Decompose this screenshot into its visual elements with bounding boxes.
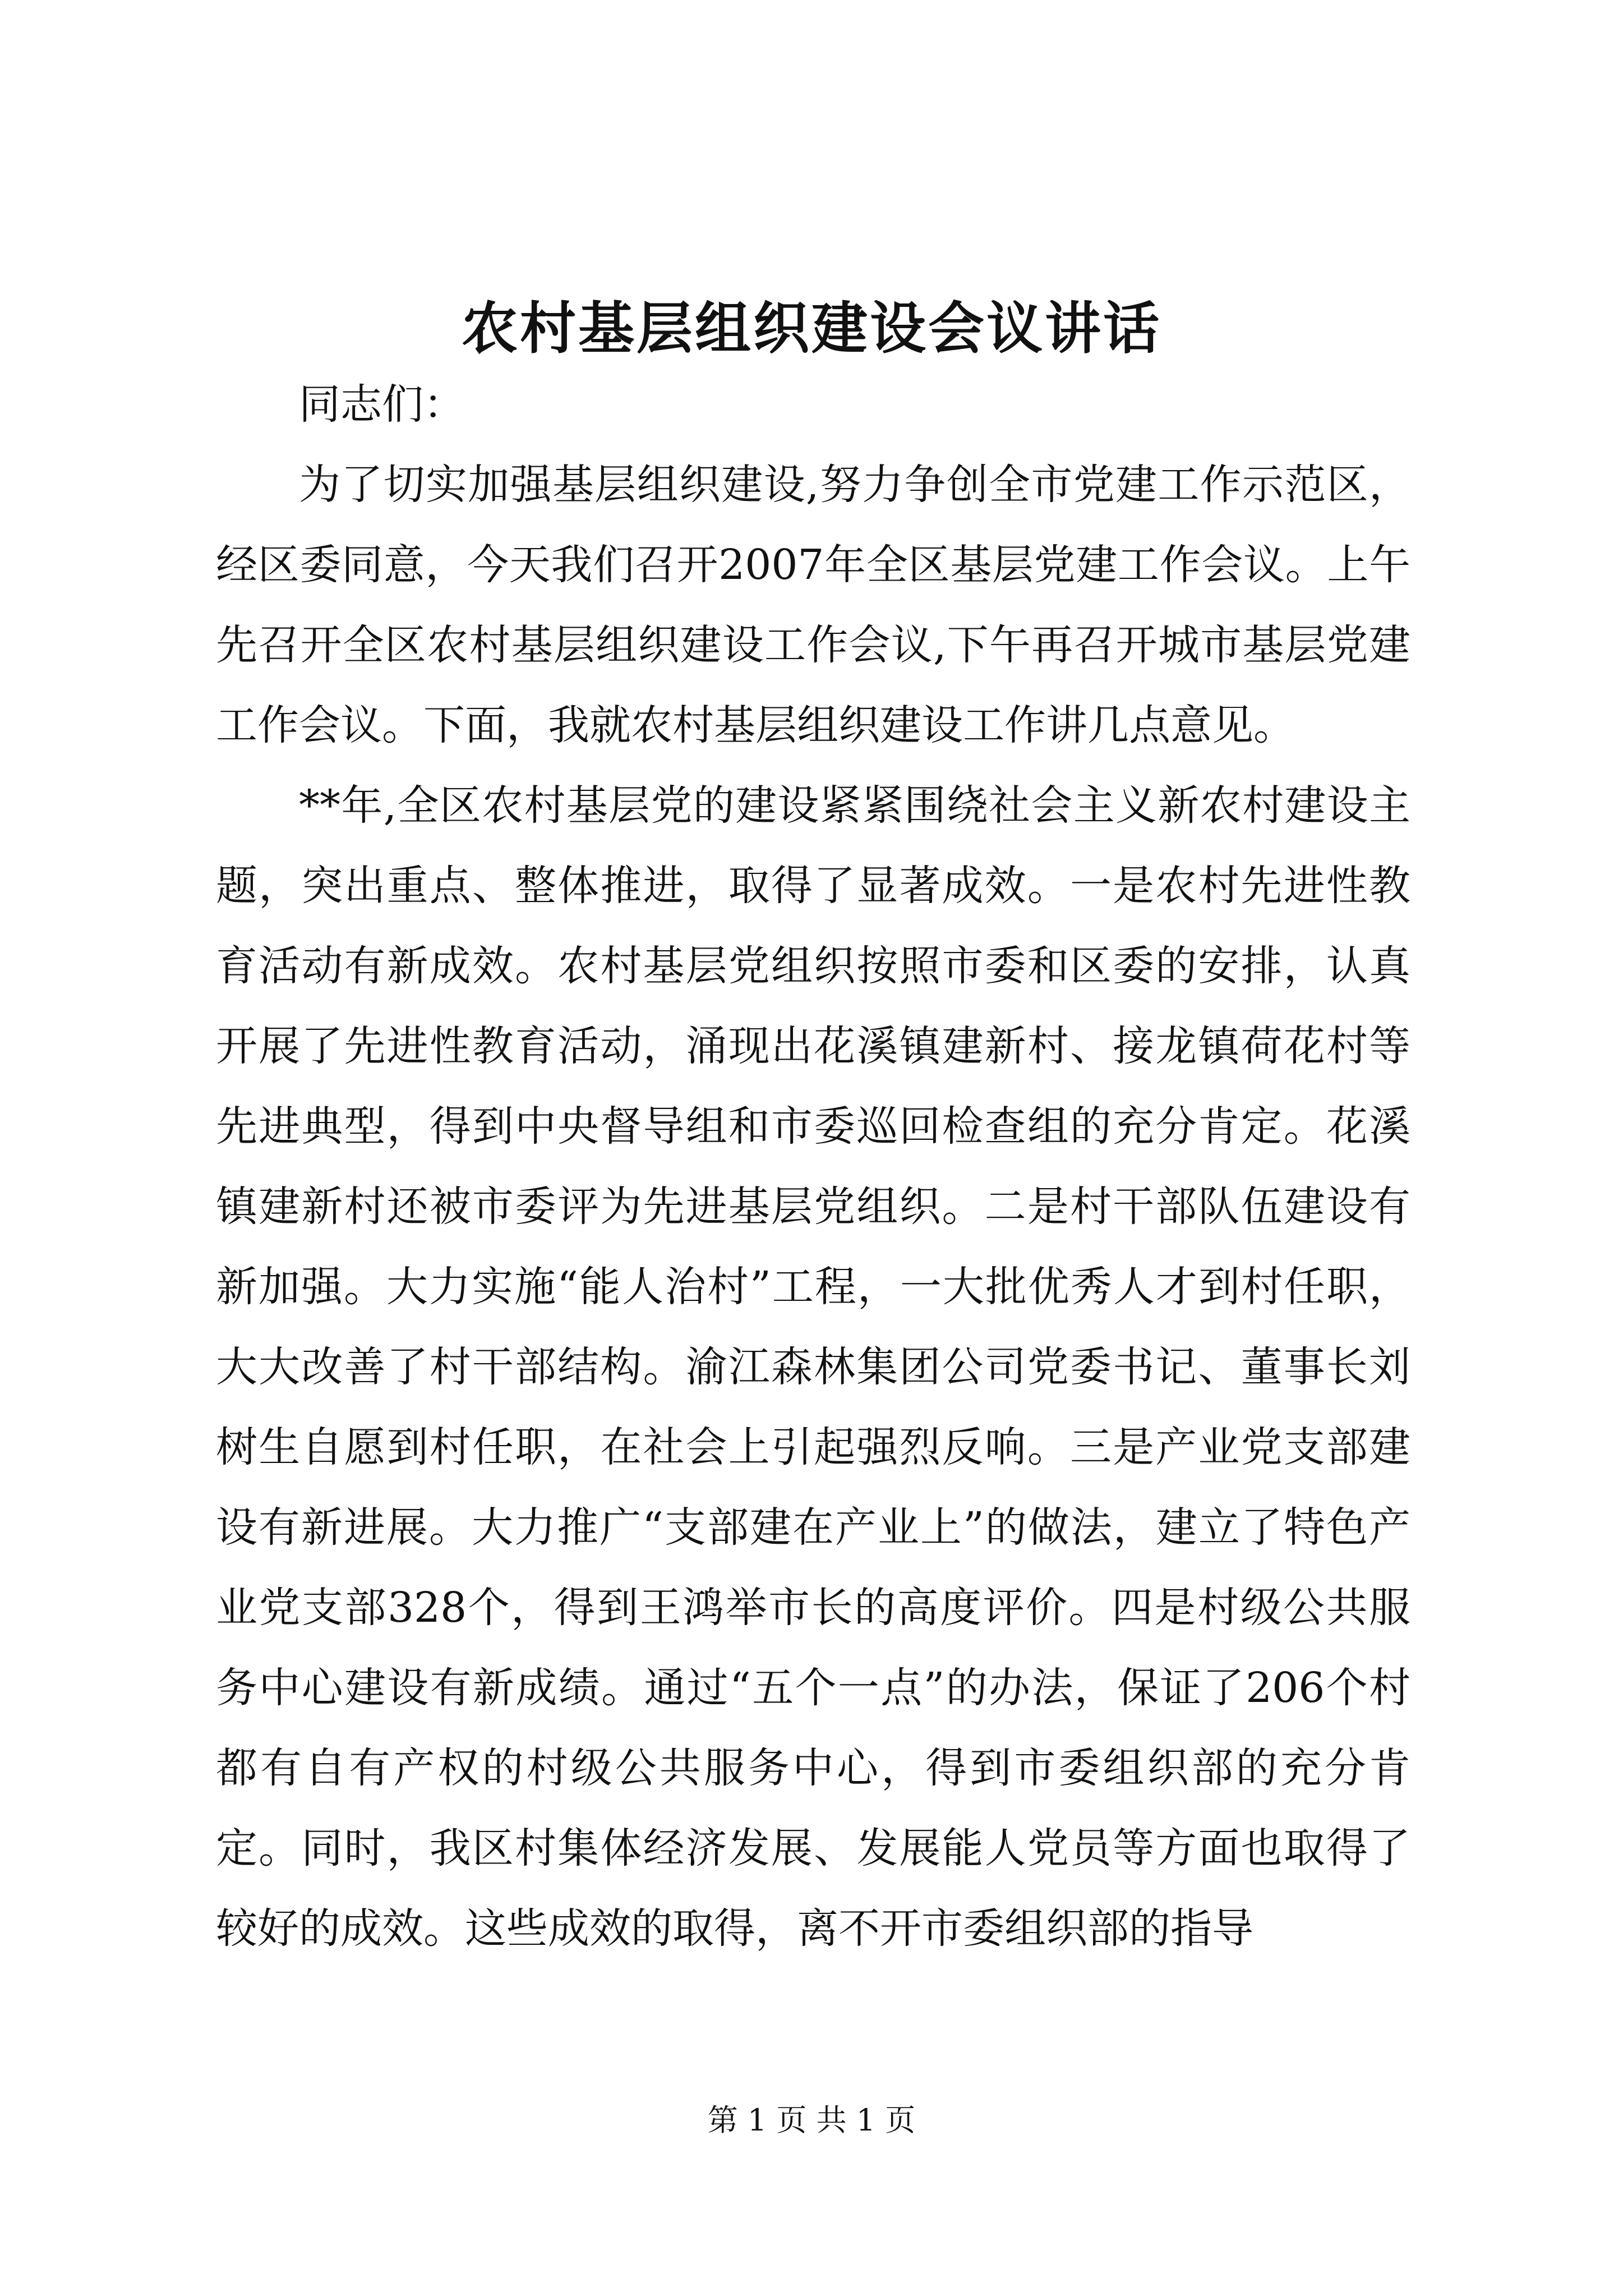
salutation: 同志们： xyxy=(299,380,465,429)
document-body xyxy=(216,365,1410,1969)
page-footer: 第 1 页 共 1 页 xyxy=(707,2102,916,2138)
document-title: 农村基层组织建设会议讲话 xyxy=(462,295,1161,361)
paragraph-1: 为了切实加强基层组织建设,努力争创全市党建工作示范区，经区委同意，今天我们召开2007年全区基层党建工作会议。上午先召开全区农村基层组织建设工作会议,下午再召开城市基层党建工作会议。下面，我就农村基层组织建设工作讲几点意见。 xyxy=(216,461,1410,749)
paragraph-2: **年,全区农村基层党的建设紧紧围绕社会主义新农村建设主题，突出重点、整体推进，取得了显著成效。一是农村先进性教育活动有新成效。农村基层党组织按照市委和区委的安排，认真开展了先进性教育活动，涌现出花溪镇建新村、接龙镇荷花村等先进典型，得到中央督导组和市委巡回检查组的充分肯定。花溪镇建新村还被市委评为先进基层党组织。二是村干部队伍建设有新加强。大力实施“能人治村”工程，一大批优秀人才到村任职，大大改善了村干部结构。渝江森林集团公司党委书记、董事长刘树生自愿到村任职，在社会上引起强烈反响。三是产业党支部建设有新进展。大力推广“支部建在产业上”的做法，建立了特色产业党支部328个，得到王鸿举市长的高度评价。四是村级公共服务中心建设有新成绩。通过“五个一点”的办法，保证了206个村都有自有产权的村级公共服务中心，得到市委组织部的充分肯定。同时，我区村集体经济发展、发展能人党员等方面也取得了较好的成效。这些成效的取得，离不开市委组织部的指导 xyxy=(216,781,1410,1953)
